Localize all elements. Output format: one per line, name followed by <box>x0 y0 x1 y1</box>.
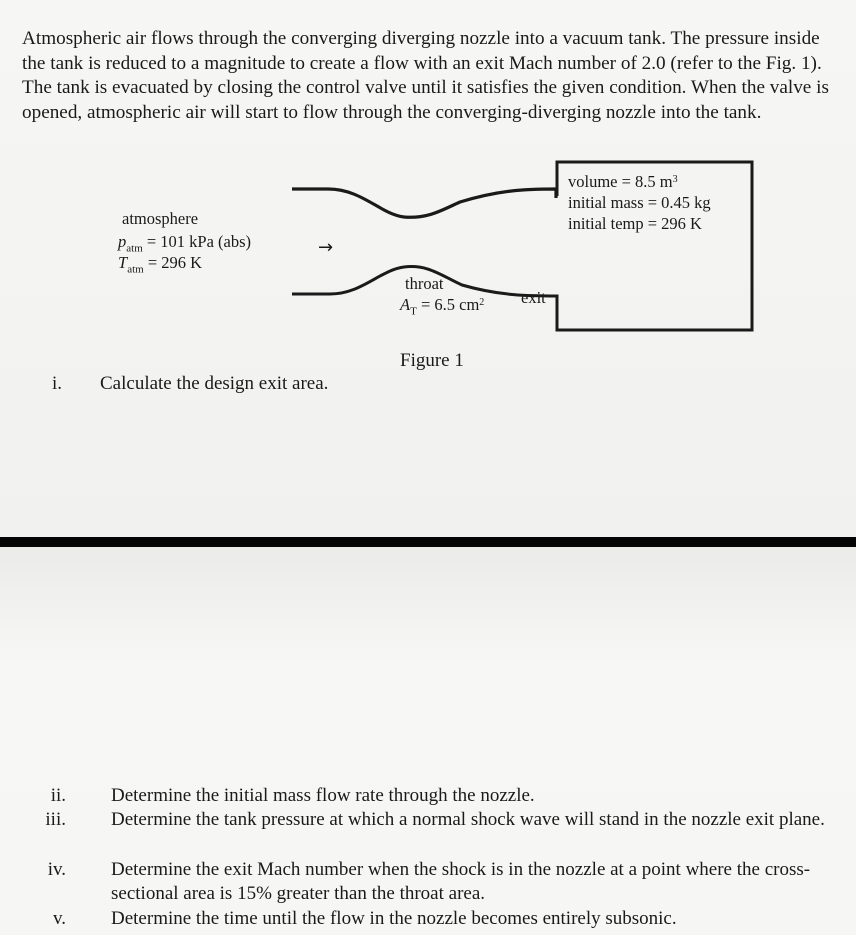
exit-label: exit <box>521 288 546 307</box>
flow-arrow-icon: → <box>318 237 334 258</box>
tank-volume <box>568 172 678 191</box>
throat-area-symbol: A <box>400 295 411 314</box>
tank-initial-temp: initial temp = 296 K <box>568 214 702 233</box>
p-atm-symbol: p <box>118 232 127 251</box>
tank-volume-text: volume = 8.5 m <box>568 172 673 191</box>
question-text: Calculate the design exit area. <box>100 373 329 394</box>
atmosphere-label: atmosphere <box>122 209 199 228</box>
black-divider-bar <box>0 537 856 547</box>
question-text: Determine the tank pressure at which a normal shock wave will stand in the nozzle exit plane. <box>111 809 825 830</box>
nozzle-tank-diagram <box>0 0 856 400</box>
t-atm-symbol: T <box>118 253 128 272</box>
t-atm-value: = 296 K <box>143 253 203 272</box>
question-number: v. <box>52 908 66 929</box>
atmosphere-temperature <box>118 253 202 279</box>
tank-initial-mass: initial mass = 0.45 kg <box>568 193 711 212</box>
question-number: iv. <box>47 859 66 880</box>
p-atm-subscript: atm <box>126 242 143 255</box>
throat-area <box>400 295 484 321</box>
nozzle-upper-wall <box>292 189 556 217</box>
intro-paragraph: Atmospheric air flows through the converging diverging nozzle into a vacuum tank. The pressure inside the tank is reduced to a magnitude to create a flow with an exit Mach number of 2.0 (refer to the Fig. 1). The tank is evacuated by closing the control valve until it satisfies the given condition. When the valve is opened, atmospheric air will start to flow through the converging-diverging nozzle into the tank. <box>22 28 829 123</box>
t-atm-subscript: atm <box>127 263 144 276</box>
throat-area-exponent: 2 <box>479 297 485 308</box>
figure-caption: Figure 1 <box>400 350 464 371</box>
question-number: ii. <box>50 785 66 806</box>
question-number: iii. <box>45 809 66 830</box>
p-atm-value: = 101 kPa (abs) <box>142 232 252 251</box>
tank-volume-exponent: 3 <box>672 174 678 185</box>
question-text: Determine the initial mass flow rate through the nozzle. <box>111 785 535 806</box>
question-text: Determine the exit Mach number when the shock is in the nozzle at a point where the cross-sectional area is 15% greater than the throat area. <box>111 859 811 904</box>
throat-area-value: = 6.5 cm <box>416 295 480 314</box>
question-number: i. <box>51 373 62 394</box>
throat-area-subscript: T <box>410 305 417 318</box>
throat-label: throat <box>405 274 444 293</box>
question-text: Determine the time until the flow in the nozzle becomes entirely subsonic. <box>111 908 677 929</box>
